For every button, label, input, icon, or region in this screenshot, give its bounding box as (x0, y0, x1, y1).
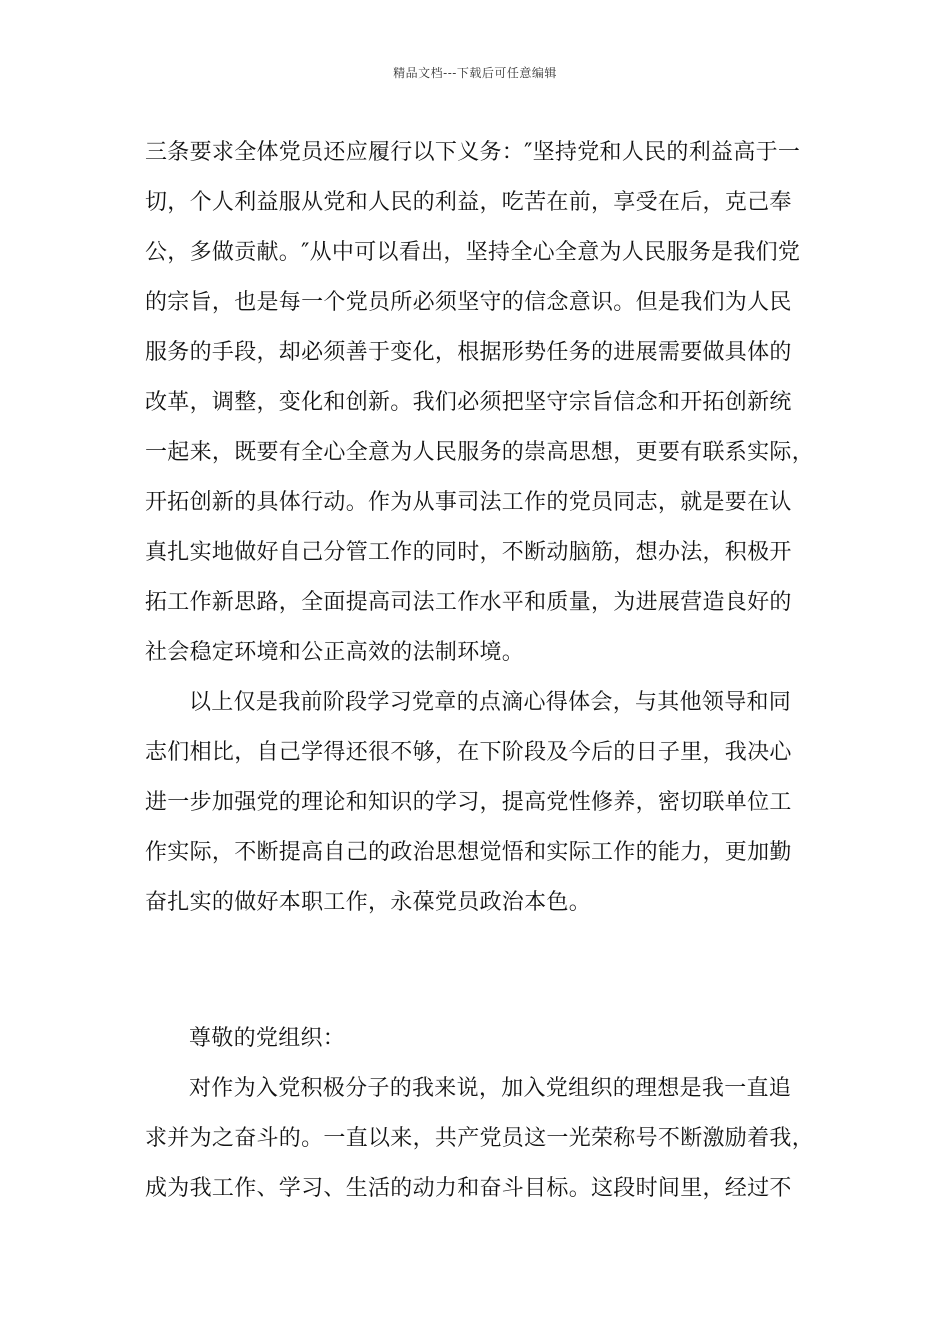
text-line: 切，个人利益服从党和人民的利益，吃苦在前，享受在后，克己奉 (145, 190, 792, 215)
text-line: 三条要求全体党员还应履行以下义务：″坚持党和人民的利益高于一 (145, 140, 801, 165)
paragraph-1 (145, 128, 825, 678)
text-line: 以上仅是我前阶段学习党章的点滴心得体会，与其他领导和同 (189, 690, 792, 715)
section-gap (145, 928, 825, 1014)
paragraph-3 (145, 1064, 825, 1214)
text-line: 真扎实地做好自己分管工作的同时，不断动脑筋，想办法，积极开 (145, 540, 792, 565)
salutation (145, 1014, 825, 1064)
text-line: 的宗旨，也是每一个党员所必须坚守的信念意识。但是我们为人民 (145, 290, 792, 315)
text-line: 开拓创新的具体行动。作为从事司法工作的党员同志，就是要在认 (145, 490, 792, 515)
text-line: 志们相比，自己学得还很不够，在下阶段及今后的日子里，我决心 (145, 740, 792, 765)
page-header: 精品文档---下载后可任意编辑 (393, 66, 557, 80)
text-line: 改革，调整，变化和创新。我们必须把坚守宗旨信念和开拓创新统 (145, 390, 792, 415)
text-line: 求并为之奋斗的。一直以来，共产党员这一光荣称号不断激励着我， (145, 1126, 815, 1151)
salutation-line: 尊敬的党组织： (189, 1026, 346, 1051)
text-line: 成为我工作、学习、生活的动力和奋斗目标。这段时间里，经过不 (145, 1176, 792, 1201)
text-line: 对作为入党积极分子的我来说，加入党组织的理想是我一直追 (189, 1076, 792, 1101)
text-line: 拓工作新思路，全面提高司法工作水平和质量，为进展营造良好的 (145, 590, 792, 615)
text-line: 一起来，既要有全心全意为人民服务的崇高思想，更要有联系实际， (145, 440, 815, 465)
document-body (145, 128, 825, 1214)
text-line: 进一步加强党的理论和知识的学习，提高党性修养，密切联单位工 (145, 790, 792, 815)
text-line: 作实际，不断提高自己的政治思想觉悟和实际工作的能力，更加勤 (145, 840, 792, 865)
text-line: 社会稳定环境和公正高效的法制环境。 (145, 640, 525, 665)
text-line: 服务的手段，却必须善于变化，根据形势任务的进展需要做具体的 (145, 340, 792, 365)
text-line: 公，多做贡献。″从中可以看出，坚持全心全意为人民服务是我们党 (145, 240, 801, 265)
text-line: 奋扎实的做好本职工作，永葆党员政治本色。 (145, 890, 592, 915)
paragraph-2 (145, 678, 825, 928)
